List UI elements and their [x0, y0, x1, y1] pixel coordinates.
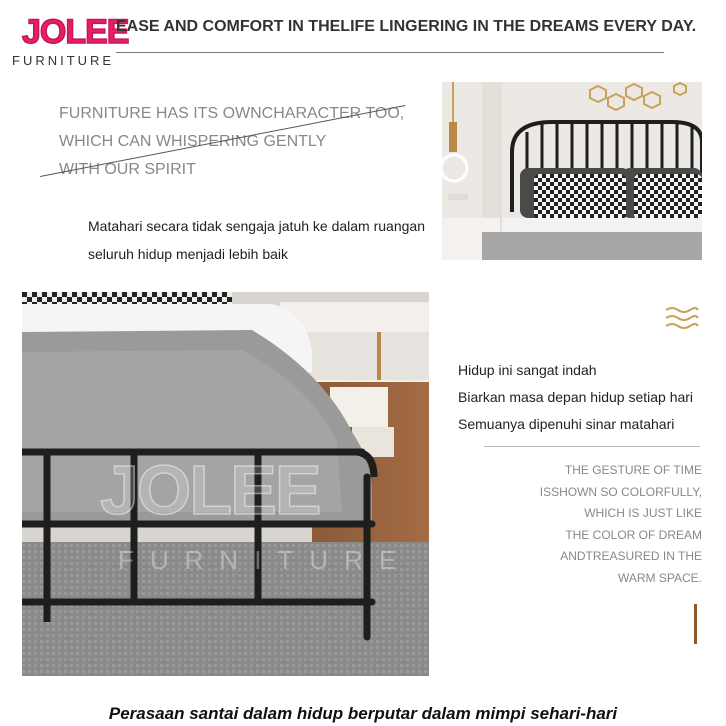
- quote-top-line: FURNITURE HAS ITS OWNCHARACTER TOO,: [59, 105, 405, 122]
- bed-headboard-illustration: [442, 82, 702, 260]
- header-tagline: EASE AND COMFORT IN THELIFE LINGERING IN THE DREAMS EVERY DAY.: [116, 18, 697, 35]
- logo-wordmark: JOLEE: [22, 13, 129, 51]
- quote-right: [540, 460, 702, 589]
- brand-logo: [22, 12, 129, 52]
- header-divider: [116, 52, 664, 53]
- quote-right-line: THE COLOR OF DREAM: [565, 527, 702, 542]
- bed-headboard-photo: [442, 82, 702, 260]
- indo-text-right: [458, 357, 693, 438]
- indo-top-line: Matahari secara tidak sengaja jatuh ke dalam ruangan: [88, 218, 425, 234]
- quote-right-line: WARM SPACE.: [617, 570, 702, 585]
- quote-top-line: WHICH CAN WHISPERING GENTLY: [59, 133, 327, 150]
- indo-top-line: seluruh hidup menjadi lebih baik: [88, 246, 289, 262]
- accent-bar: [694, 604, 697, 644]
- watermark-logo: JOLEE: [100, 451, 320, 529]
- quote-right-line: ANDTREASURED IN THE: [560, 549, 702, 563]
- quote-right-line: WHICH IS JUST LIKE: [584, 506, 702, 520]
- indo-right-line: Biarkan masa depan hidup setiap hari: [458, 389, 694, 405]
- quote-top-line: WITH OUR SPIRIT: [59, 161, 196, 178]
- quote-right-line: THE GESTURE OF TIME: [564, 463, 702, 477]
- quote-right-line: ISSHOWN SO COLORFULLY,: [539, 484, 702, 499]
- watermark-subtitle: FURNITURE: [118, 545, 413, 575]
- indo-right-line: Semuanya dipenuhi sinar matahari: [458, 416, 675, 432]
- right-divider: [484, 446, 700, 447]
- logo-subtitle: FURNITURE: [12, 53, 115, 68]
- indo-right-line: Hidup ini sangat indah: [458, 362, 597, 378]
- indo-text-top: [88, 212, 425, 268]
- wave-icon: [664, 306, 700, 330]
- quote-top: [59, 100, 404, 184]
- footer-caption: Perasaan santai dalam hidup berputar dalam mimpi sehari-hari: [108, 704, 618, 723]
